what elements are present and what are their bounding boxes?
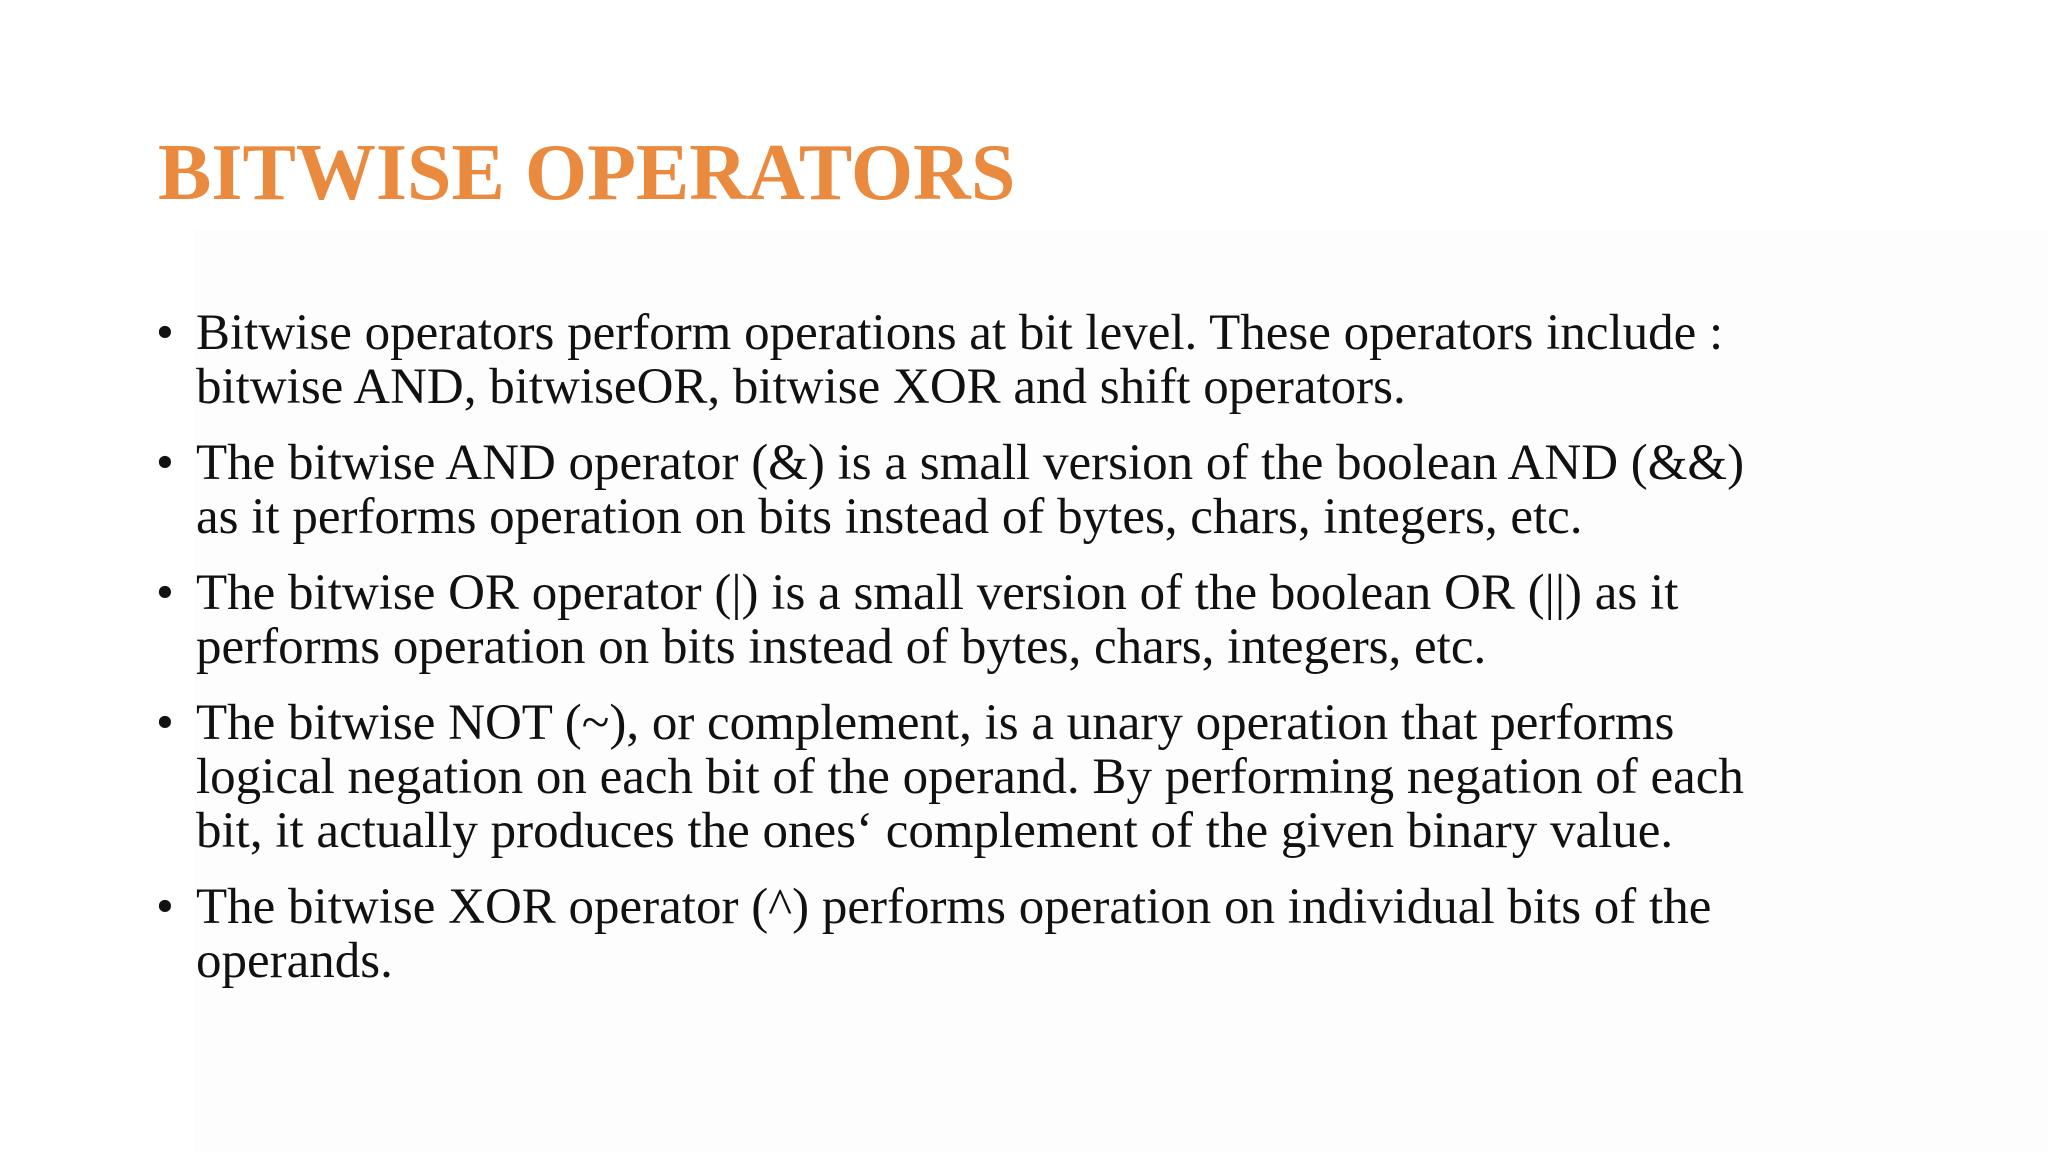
bullet-text-line: Bitwise operators perform operations at bit level. These operators include : [196, 305, 1724, 361]
bullet-dot-icon: • [156, 695, 174, 751]
bullet-text-line: The bitwise OR operator (|) is a small version of the boolean OR (||) as it [196, 565, 1679, 621]
slide-title: BITWISE OPERATORS [158, 129, 1016, 217]
bullet-text-line: The bitwise XOR operator (^) performs operation on individual bits of the [196, 879, 1712, 935]
bullet-text-line: operands. [196, 933, 393, 989]
bullet-text-line: bit, it actually produces the ones‘ complement of the given binary value. [196, 803, 1674, 859]
bullet-dot-icon: • [156, 435, 174, 491]
bullet-dot-icon: • [156, 305, 174, 361]
bullet-dot-icon: • [156, 879, 174, 935]
bullet-item [150, 566, 1940, 674]
bullet-text-line: The bitwise AND operator (&) is a small version of the boolean AND (&&) [196, 435, 1745, 491]
bullet-item [150, 696, 1940, 858]
bullet-text-line: as it performs operation on bits instead of bytes, chars, integers, etc. [196, 489, 1583, 545]
bullet-item [150, 436, 1940, 544]
bullet-dot-icon: • [156, 565, 174, 621]
bullet-item [150, 306, 1940, 414]
bullet-text-line: The bitwise NOT (~), or complement, is a unary operation that performs [196, 695, 1675, 751]
bullet-text-line: bitwise AND, bitwiseOR, bitwise XOR and shift operators. [196, 359, 1406, 415]
bullet-text-line: performs operation on bits instead of bytes, chars, integers, etc. [196, 619, 1487, 675]
bullet-list [150, 306, 1940, 1010]
bullet-text-line: logical negation on each bit of the operand. By performing negation of each [196, 749, 1744, 805]
bullet-item [150, 880, 1940, 988]
